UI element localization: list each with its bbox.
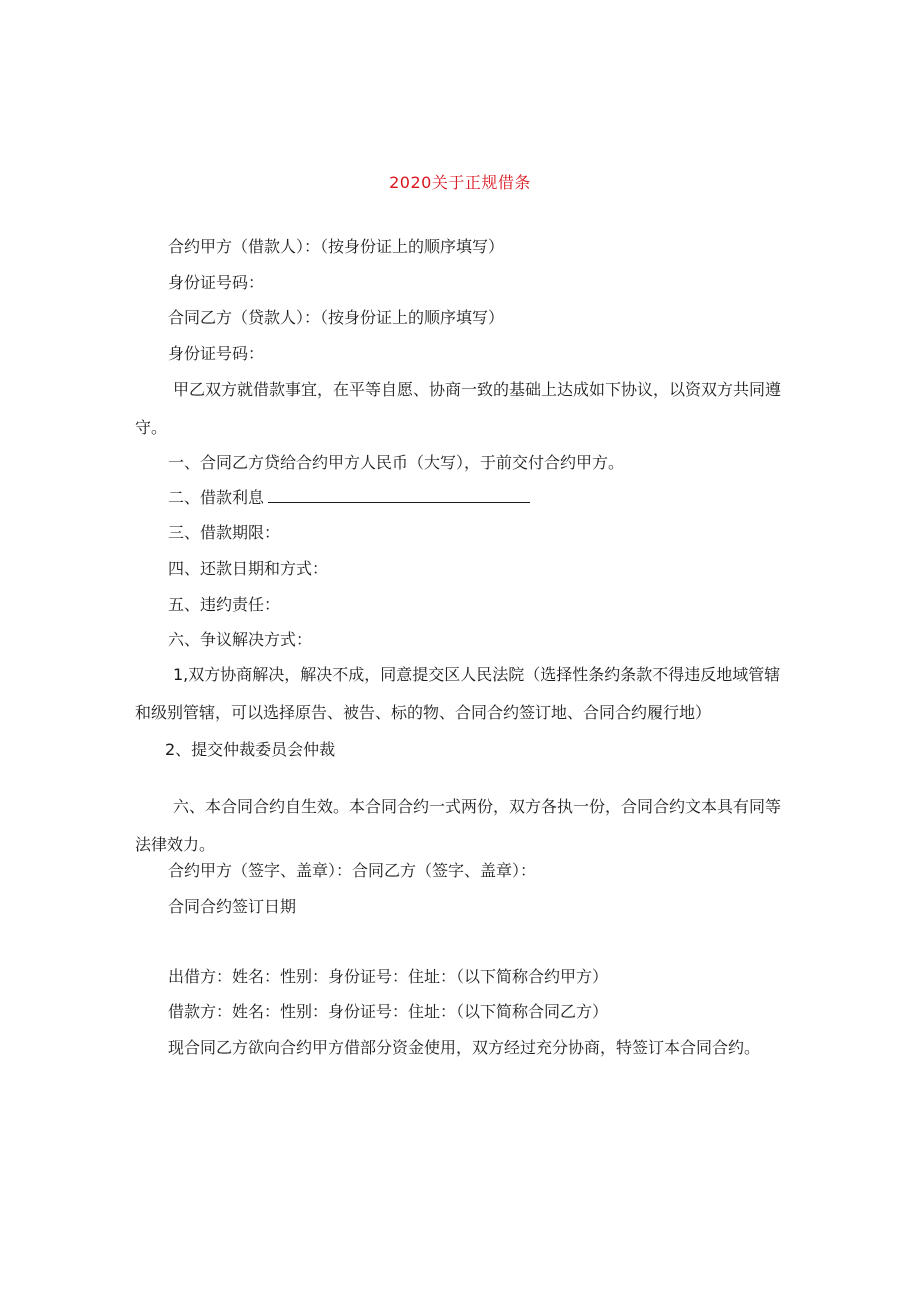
party-b-line: 合同乙方（贷款人）：（按身份证上的顺序填写）	[168, 308, 505, 327]
id-b-line: 身份证号码：	[168, 344, 265, 363]
interest-blank-line	[268, 488, 530, 503]
clause-3: 三、借款期限：	[168, 523, 281, 542]
clause-6-item-2: 2、提交仲裁委员会仲裁	[165, 740, 336, 759]
clause-2-label: 二、借款利息	[168, 488, 265, 507]
document-title: 2020关于正规借条	[389, 173, 531, 192]
closing-line: 现合同乙方欲向合约甲方借部分资金使用，双方经过充分协商，特签订本合同合约。	[168, 1038, 761, 1057]
sign-date-line: 合同合约签订日期	[168, 897, 297, 916]
signature-line: 合约甲方（签字、盖章）：合同乙方（签字、盖章）：	[168, 861, 537, 880]
lender-line: 出借方：姓名：性别：身份证号：住址：（以下简称合约甲方）	[168, 967, 609, 986]
clause-6: 六、争议解决方式：	[168, 630, 313, 649]
borrower-line: 借款方：姓名：性别：身份证号：住址：（以下简称合同乙方）	[168, 1002, 609, 1021]
clause-6-item-1: 1,双方协商解决，解决不成，同意提交区人民法院（选择性条约条款不得违反地域管辖和级别管辖，可以选择原告、被告、标的物、合同合约签订地、合同合约履行地）	[135, 665, 781, 722]
clause-5: 五、违约责任：	[168, 595, 281, 614]
clause-4: 四、还款日期和方式：	[168, 559, 329, 578]
intro-paragraph: 甲乙双方就借款事宜，在平等自愿、协商一致的基础上达成如下协议，以资双方共同遵守。	[135, 380, 782, 437]
clause-2	[168, 488, 530, 508]
id-a-line: 身份证号码：	[168, 273, 265, 292]
party-a-line: 合约甲方（借款人）：（按身份证上的顺序填写）	[168, 237, 505, 256]
clause-1: 一、合同乙方贷给合约甲方人民币（大写），于前交付合约甲方。	[168, 453, 625, 472]
clause-7: 六、本合同合约自生效。本合同合约一式两份，双方各执一份，合同合约文本具有同等法律效力。	[135, 797, 782, 854]
